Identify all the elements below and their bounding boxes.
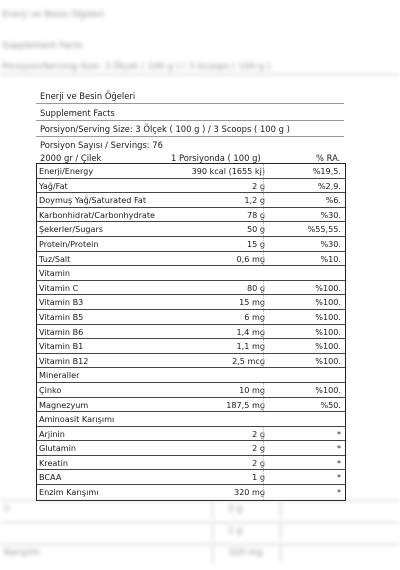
package-info: 2000 gr / Çilek	[40, 153, 102, 163]
nutrient-name: Enerji/Energy	[39, 166, 94, 176]
nutrient-ra: %50.	[320, 399, 341, 410]
column-separator	[263, 441, 264, 455]
nutrient-ra: %19,5.	[312, 166, 341, 176]
column-separator	[263, 325, 264, 339]
column-separator	[263, 295, 264, 309]
nutrient-amount: 2 g	[252, 457, 265, 468]
table-row	[37, 179, 345, 194]
nutrient-name: Çinko	[39, 384, 62, 395]
nutrient-amount: 2 g	[252, 180, 265, 191]
nutrient-ra: *	[336, 428, 341, 439]
blurred-separator	[280, 501, 281, 519]
column-separator	[263, 164, 264, 178]
table-row	[37, 441, 345, 456]
blurred-serving: Porsiyon/Serving Size: 3 Ölçek ( 100 g ) / 3 Scoops ( 100 g )	[2, 62, 271, 72]
nutrient-name: Vitamin B5	[39, 311, 84, 322]
nutrient-name: Vitamin B12	[39, 355, 89, 366]
nutrient-name: Kreatin	[39, 457, 68, 468]
column-portion-header: 1 Porsiyonda ( 100 g)	[171, 153, 261, 163]
nutrient-amount: 1,1 mg	[236, 341, 265, 352]
nutrient-amount: 187,5 mg	[226, 399, 265, 410]
nutrient-amount: 320 mg	[233, 487, 265, 498]
table-row	[37, 281, 345, 296]
nutrient-ra: %100.	[315, 355, 341, 366]
table-group-header	[37, 266, 345, 281]
nutrient-name: Tuz/Salt	[39, 253, 71, 264]
nutrient-amount: 0,6 mg	[236, 253, 265, 264]
nutrient-ra: *	[336, 457, 341, 468]
nutrient-name: Vitamin B6	[39, 326, 84, 337]
nutrition-table	[36, 163, 346, 501]
blurred-background-top	[0, 0, 400, 80]
nutrient-name: Protein/Protein	[39, 238, 99, 249]
nutrient-name: Enzim Karışımı	[39, 487, 99, 498]
nutrient-ra: %100.	[315, 311, 341, 322]
nutrient-amount: 2 g	[252, 428, 265, 439]
nutrient-amount: 78 g	[246, 209, 265, 220]
nutrient-amount: 50 g	[246, 224, 265, 235]
servings-count: Porsiyon Sayısı / Servings: 76	[40, 140, 163, 150]
blurred-rule	[0, 74, 400, 75]
column-separator	[263, 222, 264, 236]
blurred-row	[0, 500, 400, 519]
table-row	[37, 252, 345, 267]
nutrient-ra: %2,9.	[317, 180, 341, 191]
nutrient-ra: %100.	[315, 282, 341, 293]
nutrient-name: BCAA	[39, 472, 62, 483]
blurred-amount: 320 mg	[228, 548, 263, 558]
blurred-separator	[212, 501, 213, 519]
nutrient-amount: 15 mg	[239, 297, 265, 308]
title-tr: Enerji ve Besin Öğeleri	[40, 91, 136, 101]
header-rule	[36, 136, 344, 137]
blurred-amount: 2 g	[228, 504, 243, 514]
nutrient-ra: *	[336, 443, 341, 454]
nutrient-amount: 1 g	[252, 472, 265, 483]
nutrient-amount: 2 g	[252, 443, 265, 454]
table-row	[37, 383, 345, 398]
blurred-separator	[212, 523, 213, 541]
column-separator	[263, 427, 264, 441]
blurred-amount: 1 g	[228, 526, 243, 536]
table-row	[37, 310, 345, 325]
nutrient-name: Doymuş Yağ/Saturated Fat	[39, 195, 147, 206]
header-rule	[36, 103, 344, 104]
table-row	[37, 193, 345, 208]
nutrient-name: Vitamin B1	[39, 341, 84, 352]
nutrient-ra: %100.	[315, 297, 341, 308]
nutrient-ra: %55,55.	[307, 224, 341, 235]
column-separator	[263, 237, 264, 251]
column-separator	[263, 179, 264, 193]
blurred-name: Karışımı	[4, 548, 40, 558]
column-separator	[263, 383, 264, 397]
nutrient-name: Glutamin	[39, 443, 77, 454]
column-separator	[263, 354, 264, 368]
table-row	[37, 470, 345, 485]
nutrient-ra: %30.	[320, 238, 341, 249]
nutrient-ra: %100.	[315, 326, 341, 337]
blurred-background-bottom	[0, 492, 400, 570]
table-row	[37, 295, 345, 310]
nutrient-amount: 15 g	[246, 238, 265, 249]
blurred-row	[0, 522, 400, 541]
table-row	[37, 456, 345, 471]
nutrient-amount: 6 mg	[244, 311, 265, 322]
column-separator	[263, 470, 264, 484]
column-separator	[263, 456, 264, 470]
table-row	[37, 339, 345, 354]
nutrient-amount: 1,2 g	[244, 195, 265, 206]
table-row	[37, 208, 345, 223]
blurred-separator	[212, 545, 213, 563]
serving-size: Porsiyon/Serving Size: 3 Ölçek ( 100 g ) / 3 Scoops ( 100 g )	[40, 124, 290, 134]
title-en: Supplement Facts	[40, 108, 115, 118]
nutrient-ra: %100.	[315, 384, 341, 395]
nutrient-name: Mineraller	[39, 370, 80, 381]
blurred-separator	[280, 523, 281, 541]
column-separator	[263, 252, 264, 266]
nutrient-ra: *	[336, 472, 341, 483]
nutrient-name: Magnezyum	[39, 399, 89, 410]
column-separator	[263, 208, 264, 222]
table-row	[37, 222, 345, 237]
nutrient-amount: 390 kcal (1655 kj)	[191, 166, 265, 176]
blurred-name: n	[4, 504, 10, 514]
nutrient-name: Vitamin	[39, 268, 71, 279]
table-row	[37, 354, 345, 369]
nutrient-ra: %10.	[320, 253, 341, 264]
nutrient-name: Vitamin C	[39, 282, 79, 293]
nutrient-ra: %6.	[325, 195, 341, 206]
column-separator	[263, 310, 264, 324]
nutrient-amount: 2,5 mcg	[232, 355, 265, 366]
nutrient-ra: *	[336, 487, 341, 498]
table-row	[37, 164, 345, 179]
blurred-row	[0, 544, 400, 563]
nutrient-name: Aminoasit Karışımı	[39, 414, 115, 425]
nutrient-name: Arjinin	[39, 428, 65, 439]
nutrient-ra: %30.	[320, 209, 341, 220]
nutrient-name: Şekerler/Sugars	[39, 224, 104, 235]
nutrient-amount: 1,4 mg	[236, 326, 265, 337]
nutrient-ra: %100.	[315, 341, 341, 352]
column-separator	[263, 398, 264, 412]
nutrient-amount: 80 g	[246, 282, 265, 293]
table-row	[37, 398, 345, 413]
table-row	[37, 325, 345, 340]
column-separator	[263, 281, 264, 295]
table-group-header	[37, 368, 345, 383]
blurred-separator	[280, 545, 281, 563]
nutrient-name: Yağ/Fat	[39, 180, 68, 191]
column-ra-header: % RA.	[316, 153, 341, 163]
blurred-subtitle: Supplement Facts	[2, 41, 83, 51]
nutrient-name: Vitamin B3	[39, 297, 84, 308]
table-row	[37, 427, 345, 442]
table-group-header	[37, 412, 345, 427]
header-rule	[36, 120, 344, 121]
column-separator	[263, 339, 264, 353]
table-row	[37, 237, 345, 252]
column-separator	[263, 193, 264, 207]
nutrient-amount: 10 mg	[239, 384, 265, 395]
blurred-title: Enerji ve Besin Öğeleri	[2, 10, 105, 20]
nutrient-name: Karbonhidrat/Carbonhydrate	[39, 209, 156, 220]
